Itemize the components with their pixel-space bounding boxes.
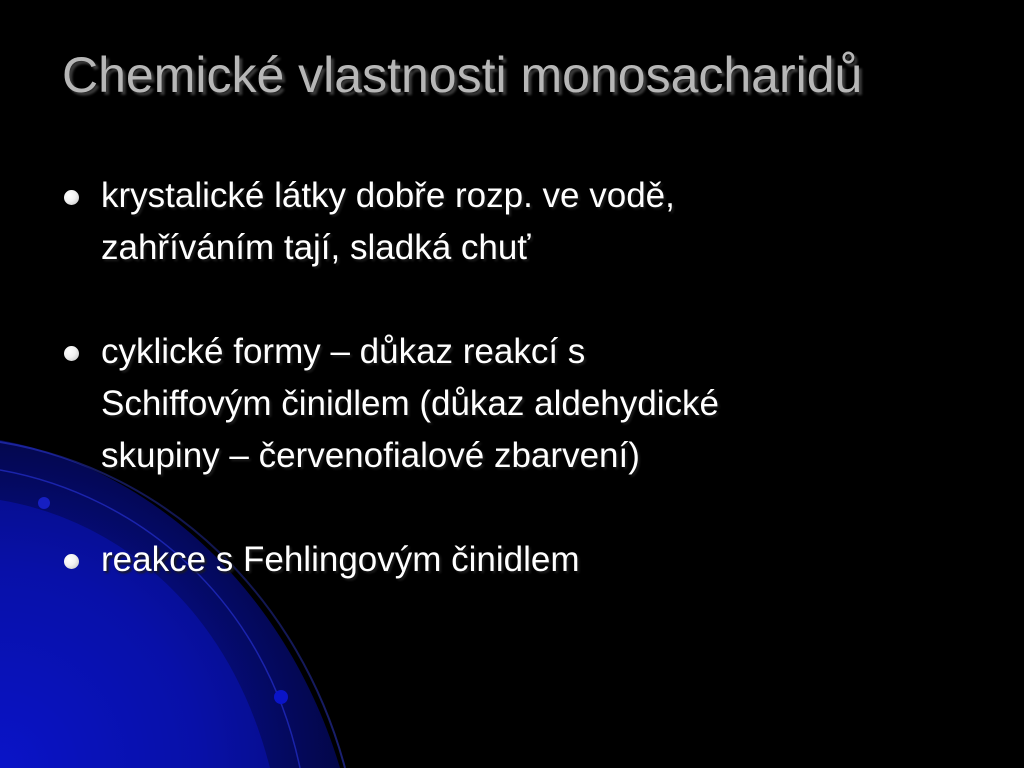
- bullet-item: [64, 326, 964, 482]
- round-bullet-icon: [64, 554, 79, 569]
- slide-title: Chemické vlastnosti monosacharidů: [62, 47, 863, 103]
- bullet-line: krystalické látky dobře rozp. ve vodě,: [101, 176, 675, 215]
- round-bullet-icon: [64, 190, 79, 205]
- bullet-line: skupiny – červenofialové zbarvení): [101, 436, 640, 475]
- bullet-list: [64, 170, 964, 586]
- bullet-line: reakce s Fehlingovým činidlem: [101, 540, 580, 579]
- bullet-item: [64, 170, 964, 274]
- round-bullet-icon: [64, 346, 79, 361]
- bullet-item: [64, 534, 964, 586]
- bullet-line: Schiffovým činidlem (důkaz aldehydické: [101, 384, 719, 423]
- bullet-line: cyklické formy – důkaz reakcí s: [101, 332, 586, 371]
- bullet-line: zahříváním tají, sladká chuť: [101, 228, 531, 267]
